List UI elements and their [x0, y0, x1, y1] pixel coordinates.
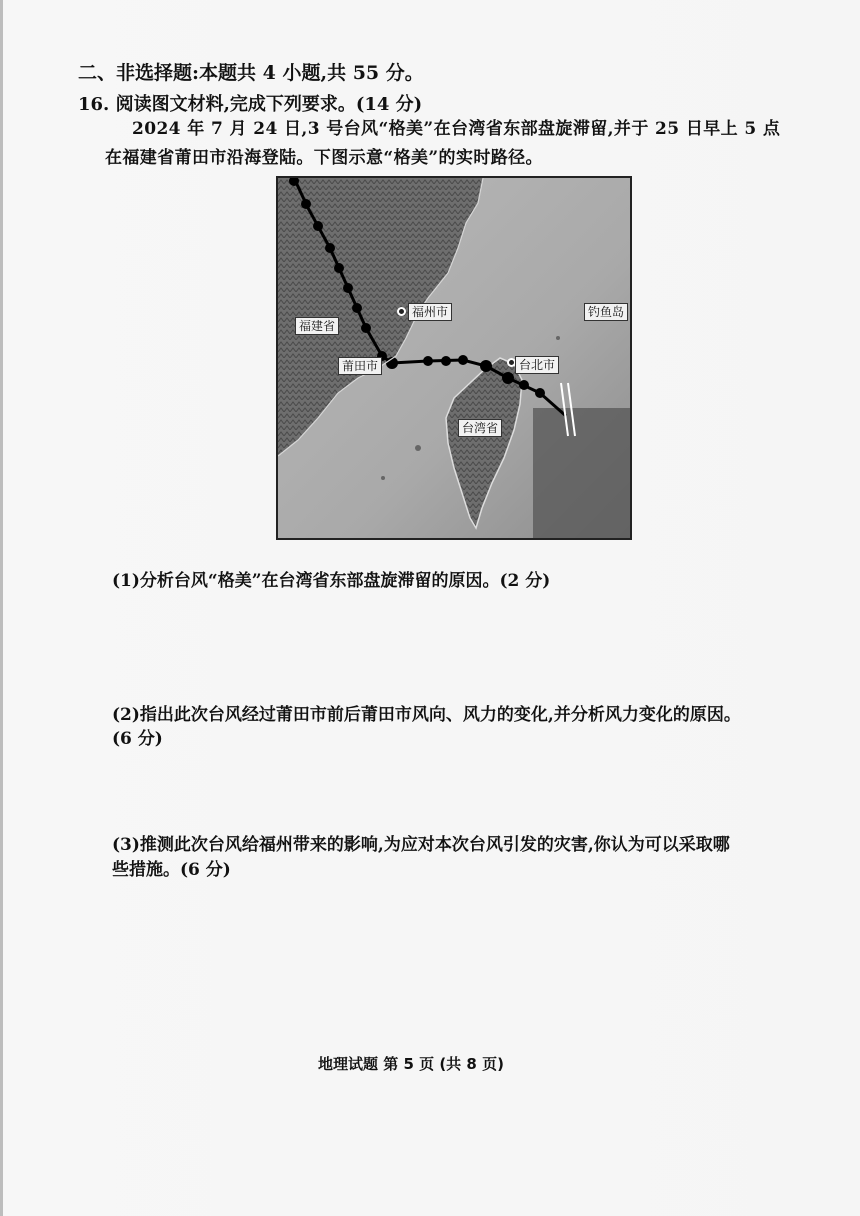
- fuzhou-marker-icon: [397, 307, 406, 316]
- sub-question-2-score: (6 分): [112, 729, 163, 749]
- map-label-putian: 莆田市: [338, 357, 382, 375]
- map-label-fuzhou: 福州市: [408, 303, 452, 321]
- sub-question-3: (3)推测此次台风给福州带来的影响,为应对本次台风引发的灾害,你认为可以采取哪: [112, 835, 730, 855]
- deep-sea-area: [533, 408, 630, 538]
- question-intro-line: 2024 年 7 月 24 日,3 号台风“格美”在台湾省东部盘旋滞留,并于 25 日早上 5 点: [132, 119, 781, 139]
- sub-question-2: (2)指出此次台风经过莆田市前后莆田市风向、风力的变化,并分析风力变化的原因。: [112, 705, 741, 725]
- typhoon-path-map: [276, 176, 632, 540]
- section-heading: 二、非选择题:本题共 4 小题,共 55 分。: [78, 62, 424, 84]
- map-graphic: [278, 178, 630, 538]
- page-footer: 地理试题 第 5 页 (共 8 页): [318, 1055, 504, 1073]
- map-label-taiwan: 台湾省: [458, 419, 502, 437]
- island: [556, 336, 560, 340]
- question-intro-line: 在福建省莆田市沿海登陆。下图示意“格美”的实时路径。: [105, 148, 543, 168]
- sub-question-3-cont: 些措施。(6 分): [112, 860, 231, 880]
- map-label-taibei: 台北市: [515, 356, 559, 374]
- island: [415, 445, 421, 451]
- island: [381, 476, 385, 480]
- map-label-fujian: 福建省: [295, 317, 339, 335]
- question-title: 16. 阅读图文材料,完成下列要求。(14 分): [78, 94, 423, 115]
- map-label-diaoyu: 钓鱼岛: [584, 303, 628, 321]
- sub-question-1: (1)分析台风“格美”在台湾省东部盘旋滞留的原因。(2 分): [112, 571, 551, 591]
